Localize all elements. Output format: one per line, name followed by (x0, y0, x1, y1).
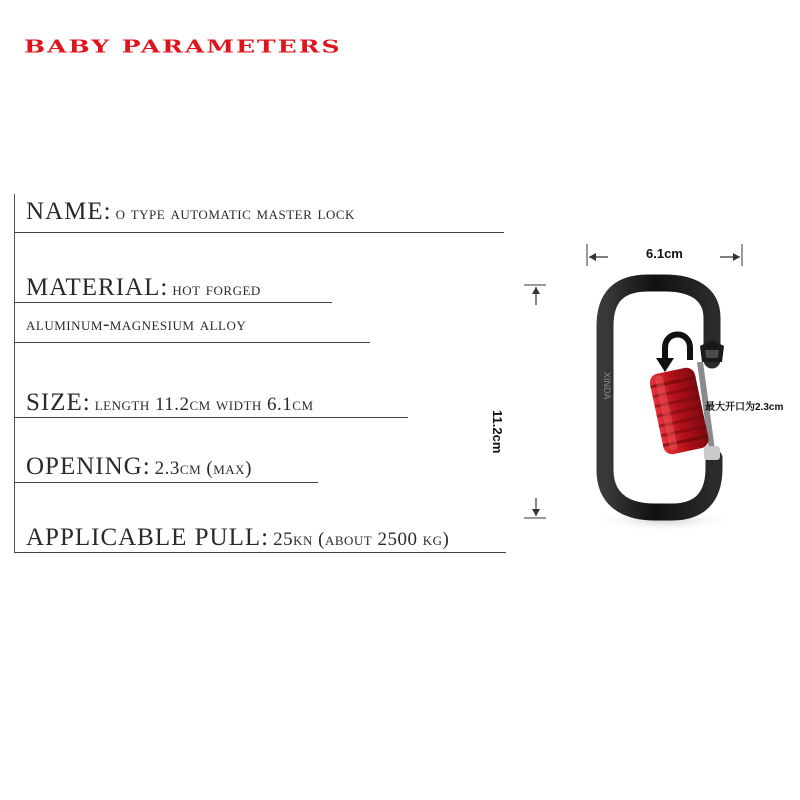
page-title: BABY PARAMETERS (24, 36, 342, 57)
spec-label: NAME: (26, 198, 112, 225)
opening-label: 最大开口为2.3cm (705, 402, 784, 413)
length-label: 11.2cm (490, 410, 505, 454)
rotate-arrow-icon (656, 335, 690, 373)
spec-value: 25kn (about 2500 kg) (273, 529, 450, 550)
spec-label: SIZE: (26, 389, 91, 416)
width-label: 6.1cm (646, 246, 683, 261)
brand-text: XINDA (602, 372, 612, 400)
spec-label: APPLICABLE PULL: (26, 524, 270, 551)
spec-value: aluminum-magnesium alloy (26, 314, 247, 335)
length-dimension (524, 285, 546, 518)
spec-label: MATERIAL: (26, 274, 169, 301)
spec-value: 2.3cm (max) (154, 458, 252, 479)
spec-value: o type automatic master lock (115, 203, 355, 224)
spec-label: OPENING: (26, 453, 151, 480)
spec-value: hot forged (172, 279, 261, 300)
spec-value: length 11.2cm width 6.1cm (94, 394, 314, 415)
